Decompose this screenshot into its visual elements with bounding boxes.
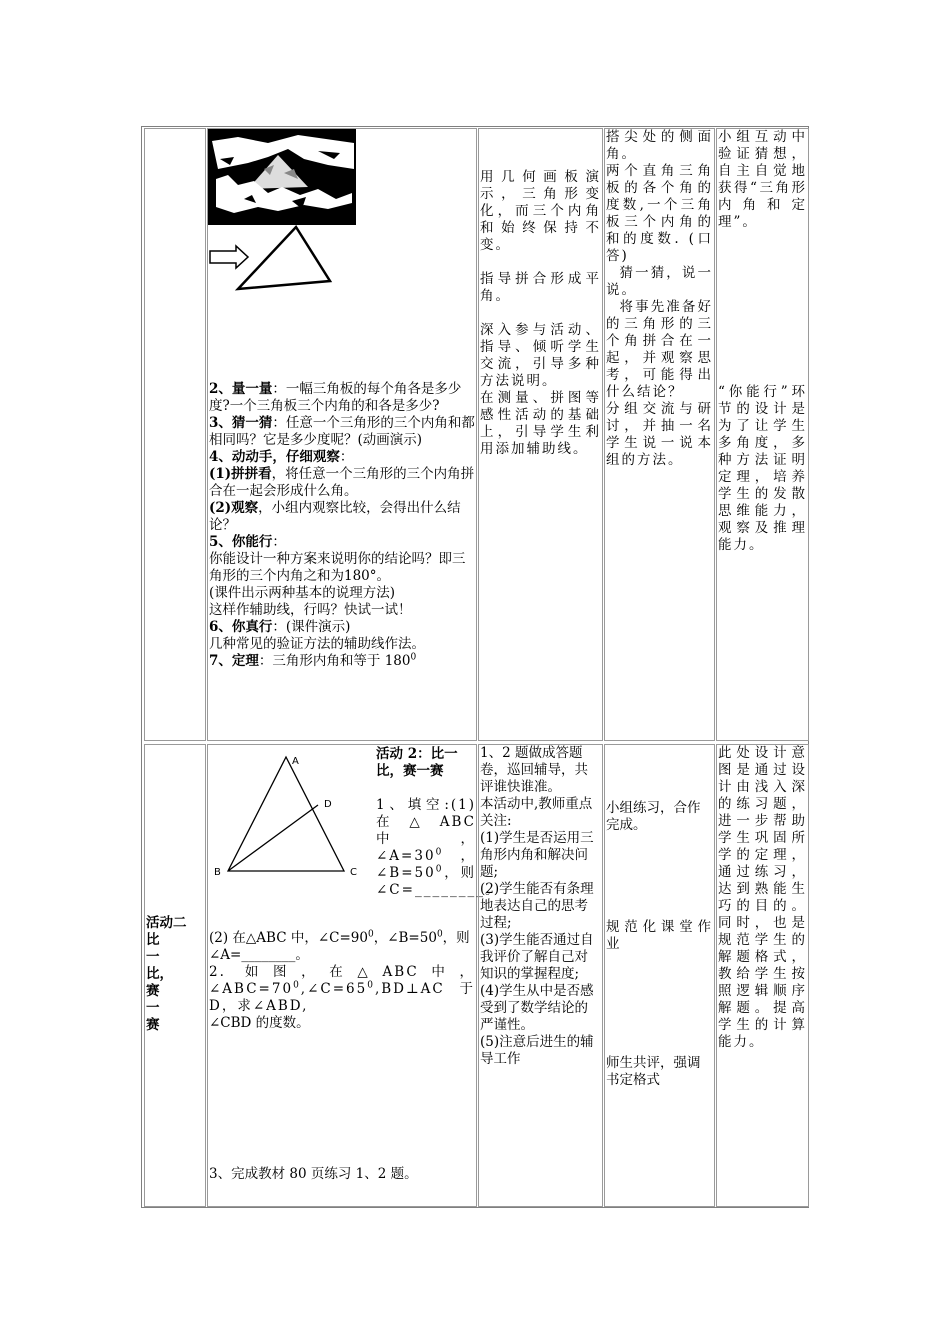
item-great-more: 几种常见的验证方法的辅助线作法。: [209, 636, 425, 652]
row2-label-line: 一: [146, 949, 160, 965]
row2-intent-text: 此处设计意图是通过设计由浅入深的练习题，进一步帮助学生巩固所学的定理，通过练习，达到熟能生巧的目的。同时，也是规范学生的解题格式，教给学生按照逻辑顺序解题。提高学生的计算能力。: [718, 745, 807, 1050]
item-great: [209, 619, 475, 636]
lesson-table: [141, 126, 809, 1208]
item-hands-on-1-heading: (1)拼拼看: [209, 466, 272, 482]
student-step-5: 分组交流与研讨，并抽一名学生说一说本组的方法。: [606, 401, 713, 468]
student-step-4: 将事先准备好的三角形的三个角拼合在一起，并观察思考，可能得出什么结论？: [606, 299, 713, 400]
intent-note-1: 小组互动中验证猜想，自主自觉地获得“三角形内角和定理”。: [718, 129, 807, 230]
row2-label-line: 赛: [146, 1017, 160, 1033]
row2-top-block: [208, 745, 501, 930]
row1-student-text: [605, 129, 714, 469]
item-great-heading: 6、你真行: [209, 619, 273, 635]
question-1-sup-b: 0: [435, 864, 444, 875]
question-1: [376, 797, 501, 899]
item-guess: [209, 415, 475, 449]
teacher-note-3: (1)学生是否运用三角形内角和解决问题;: [480, 830, 594, 880]
row2-right-text: [376, 746, 501, 899]
question-1-text-b: ，∠B=50: [376, 848, 476, 881]
item-you-can-note: (课件出示两种基本的说理方法): [209, 585, 396, 601]
teacher-step-3: 深入参与活动、指导、倾听学生交流，引导多种方法说明。: [480, 322, 601, 389]
student-step-3: 猜一猜，说一说。: [606, 265, 713, 298]
row1-teacher-text: [479, 169, 602, 458]
student-step-2: 两个直角三角板的各个角的度数,一个三角板三个内角的和的度数. (口答): [606, 163, 713, 264]
item-measure: [209, 381, 475, 415]
row2-student-text: [605, 800, 714, 1089]
item-hands-on-1: [209, 466, 475, 500]
item-measure-heading: 2、量一量: [209, 381, 273, 397]
teacher-step-4: 在测量、拼图等感性活动的基础上，引导学生利用添加辅助线。: [480, 390, 601, 457]
item-hands-on-heading: 4、动动手，仔细观察: [209, 449, 340, 465]
item-you-can-try: 这样作辅助线，行吗？快试一试！: [209, 602, 412, 618]
intent-note-2: “你能行”环节的设计是为了让学生多角度，多种方法证明定理，培养学生的发散思维能力，观察及推理能力。: [718, 384, 807, 553]
question-1-2-text: (2) 在△ABC 中，∠C=90: [209, 930, 368, 946]
item-hands-on-2-heading: (2)观察: [209, 500, 259, 516]
row2-label-line: 活动二: [146, 915, 187, 931]
question-2-sup: 0: [293, 980, 301, 991]
question-2: [209, 964, 475, 1015]
vertex-label-c: C: [350, 867, 357, 878]
student-note-2: 规范化课堂作业: [606, 919, 713, 952]
row2-intent-cell: [716, 744, 809, 1207]
vertex-label-a: A: [292, 756, 299, 767]
row2-teacher-cell: [478, 744, 603, 1207]
item-you-can-text: 你能设计一种方案来说明你的结论吗？即三角形的三个内角之和为180°。: [209, 551, 466, 584]
row1-teacher-cell: [478, 128, 603, 741]
vertex-label-b: B: [214, 867, 221, 878]
item-you-can-heading: 5、你能行: [209, 534, 273, 550]
student-note-3: 师生共评，强调书定格式: [606, 1055, 701, 1088]
row2-teacher-text: [479, 745, 602, 1068]
item-hands-on: [209, 449, 475, 466]
row2-label-line: 一: [146, 1000, 160, 1016]
teacher-step-2: 指导拼合形成平角。: [480, 271, 601, 304]
row2-label: [145, 915, 205, 1034]
row2-label-cell: [144, 744, 206, 1207]
row2-student-cell: [604, 744, 715, 1207]
row1-intent-cell: [716, 128, 809, 741]
teacher-note-1: 1、2 题做成答题卷，巡回辅导，共评谁快谁准。: [480, 745, 588, 795]
item-hands-on-2-text: ，小组内观察比较，会得出什么结论？: [209, 500, 461, 533]
row1-content-cell: [207, 128, 477, 741]
question-1-2-text-b: ，∠B=50: [373, 930, 437, 946]
item-you-can-colon: ：: [272, 534, 286, 550]
question-1-2-sup: 0: [367, 929, 374, 940]
item-hands-on-1-text: ，将任意一个三角形的三个内角拼合在一起会形成什么角。: [209, 466, 475, 499]
teacher-note-6: (4)学生从中是否感受到了数学结论的严谨性。: [480, 983, 594, 1033]
question-2-d: ∠CBD 的度数。: [209, 1015, 310, 1031]
question-1-text: 1、填空:(1) 在△ABC 中，∠A=30: [376, 797, 476, 864]
item-theorem-heading: 7、定理: [209, 653, 259, 669]
item-guess-text: ：任意一个三角形的三个内角和都相同吗？它是多少度呢？(动画演示): [209, 415, 475, 448]
row1-intent-text: [717, 129, 808, 554]
row1-content-text: [208, 381, 476, 670]
item-hands-on-2: [209, 500, 475, 534]
item-theorem: [209, 653, 475, 670]
question-1-2-sup-b: 0: [436, 929, 443, 940]
student-note-1: 小组练习，合作完成。: [606, 800, 701, 833]
question-2-text-c: ,BD⊥AC 于 D，求∠ABD,: [209, 981, 475, 1014]
triangle-abc-figure: [210, 749, 370, 879]
question-3: 3、完成教材 80 页练习 1、2 题。: [209, 1166, 418, 1182]
item-hands-on-colon: ：: [339, 449, 354, 465]
question-1-sup: 0: [435, 847, 444, 858]
item-theorem-text: ：三角形内角和等于 180: [258, 653, 411, 669]
activity2-title: 活动 2：比一比，赛一赛: [376, 746, 458, 779]
question-1-2: [209, 930, 475, 964]
row2-bottom-block: [208, 930, 476, 1183]
row2-label-line: 比，: [146, 966, 173, 982]
item-theorem-sup: 0: [410, 652, 417, 663]
teacher-note-7: (5)注意后进生的辅导工作: [480, 1034, 594, 1067]
teacher-note-4: (2)学生能否有条理地表达自己的思考过程;: [480, 881, 594, 931]
question-1-text-c: ，则∠C=________。: [376, 865, 501, 898]
student-step-1: 搭尖处的侧面角。: [606, 129, 713, 162]
item-measure-text: ：一幅三角板的每个角各是多少度?一个三角板三个内角的和各是多少?: [209, 381, 462, 414]
row1-student-cell: [604, 128, 715, 741]
teacher-note-2: 本活动中,教师重点关注:: [480, 796, 593, 829]
question-2-sup-b: 0: [367, 980, 375, 991]
arrow-triangle-figure: [208, 225, 358, 295]
item-guess-heading: 3、猜一猜: [209, 415, 273, 431]
teacher-step-1: 用几何画板演示，三角形变化，而三个内角和始终保持不变。: [480, 169, 601, 253]
pyramid-photo: [208, 129, 356, 225]
row2-content-cell: [207, 744, 501, 1207]
row1-figure: [208, 129, 476, 295]
vertex-label-d: D: [324, 799, 332, 810]
item-great-text: ：(课件演示): [272, 619, 351, 635]
row2-label-line: 赛: [146, 983, 160, 999]
question-2-text-b: ,∠C=65: [300, 981, 368, 997]
question-1-2-text-c: ，则∠A=________。: [209, 930, 470, 963]
question-2-text: 2. 如图，在△ABC中，∠ABC=70: [209, 964, 475, 997]
row1-label-cell: [144, 128, 206, 741]
teacher-note-5: (3)学生能否通过自我评价了解自己对知识的掌握程度;: [480, 932, 594, 982]
item-you-can: [209, 534, 475, 551]
row2-label-line: 比: [146, 932, 160, 948]
